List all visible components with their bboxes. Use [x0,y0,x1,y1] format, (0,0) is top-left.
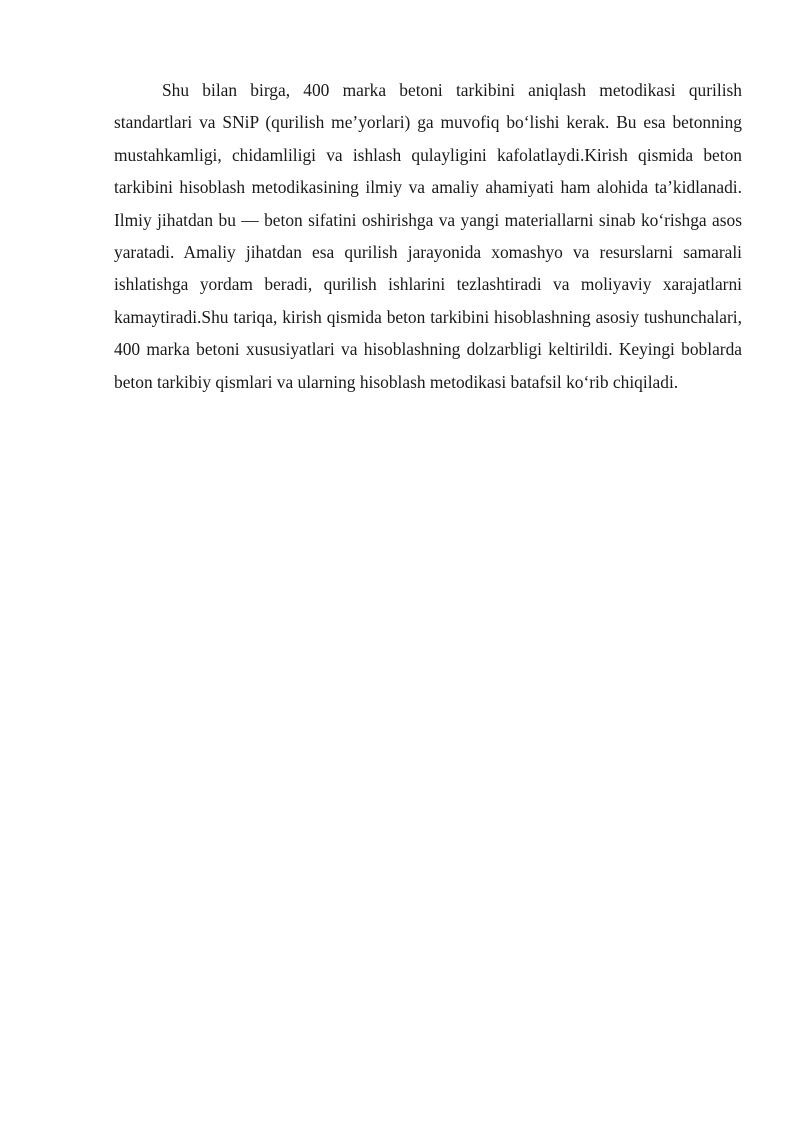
body-paragraph: Shu bilan birga, 400 marka betoni tarkibini aniqlash metodikasi qurilish standartlari va SNiP (qurilish me’yorlari) ga muvofiq bo‘lishi kerak. Bu esa betonning mustahkamligi, chidamliligi va ishlash qulayligini kafolatlaydi.Kirish qismida beton tarkibini hisoblash metodikasining ilmiy va amaliy ahamiyati ham alohida ta’kidlanadi. Ilmiy jihatdan bu — beton sifatini oshirishga va yangi materiallarni sinab ko‘rishga asos yaratadi. Amaliy jihatdan esa qurilish jarayonida xomashyo va resurslarni samarali ishlatishga yordam beradi, qurilish ishlarini tezlashtiradi va moliyaviy xarajatlarni kamaytiradi.Shu tariqa, kirish qismida beton tarkibini hisoblashning asosiy tushunchalari, 400 marka betoni xususiyatlari va hisoblashning dolzarbligi keltirildi. Keyingi boblarda beton tarkibiy qismlari va ularning hisoblash metodikasi batafsil ko‘rib chiqiladi. [114,80,742,392]
body-text [114,74,742,398]
